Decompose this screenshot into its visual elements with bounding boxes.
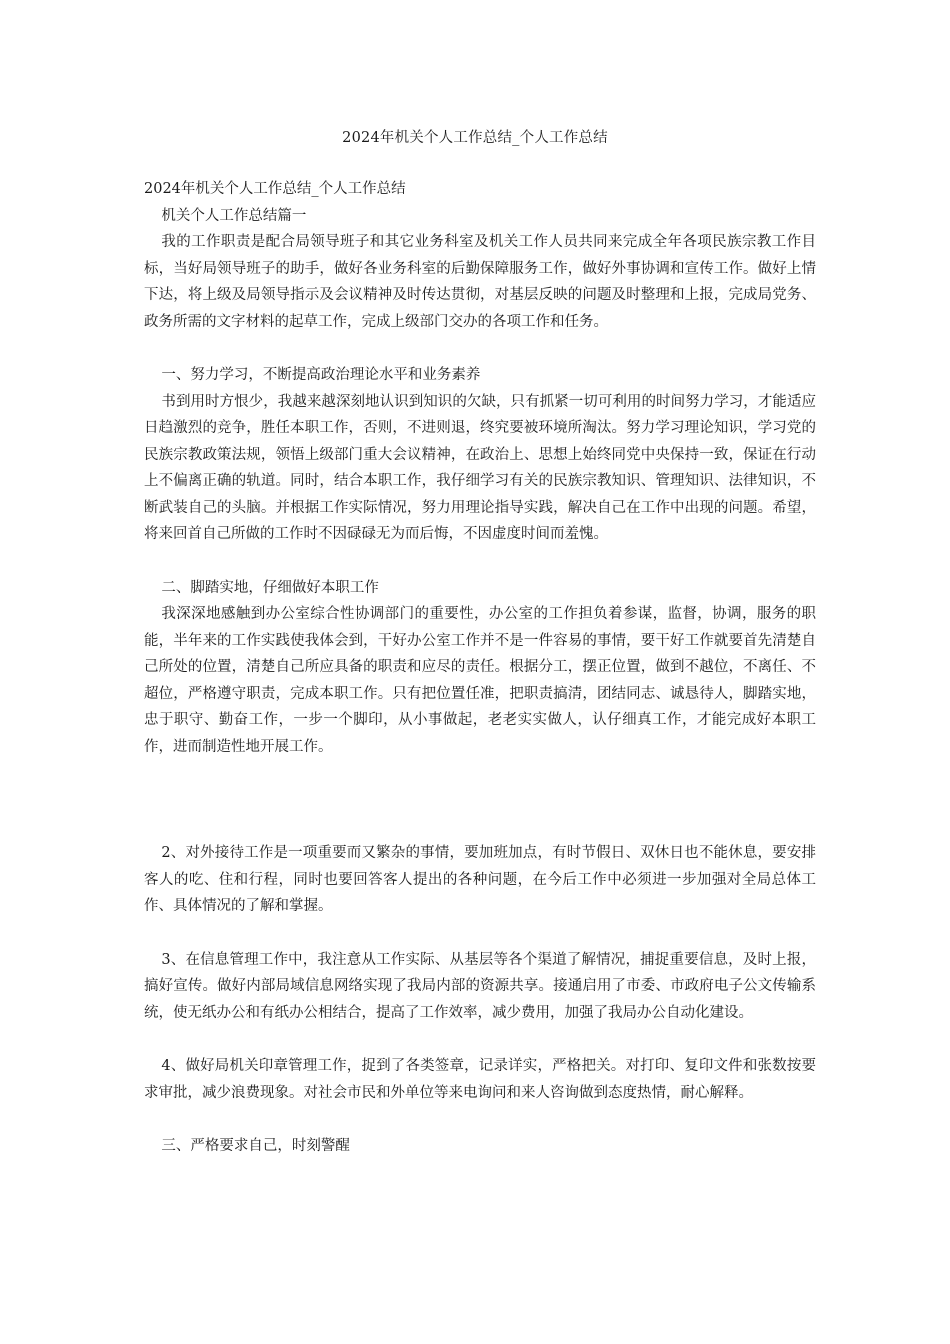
spacer [144,760,816,840]
spacer [144,548,816,575]
spacer [144,920,816,947]
section-1-paragraph: 书到用时方恨少，我越来越深刻地认识到知识的欠缺，只有抓紧一切可利用的时间努力学习，才能适应日趋激烈的竞争，胜任本职工作，否则，不进则退，终究要被环境所淘汰。努力学习理论知识，学习党的民族宗教政策法规，领悟上级部门重大会议精神，在政治上、思想上始终同党中央保持一致，保证在行动上不偏离正确的轨道。同时，结合本职工作，我仔细学习有关的民族宗教知识、管理知识、法律知识，不断武装自己的头脑。并根据工作实际情况，努力用理论指导实践，解决自己在工作中出现的问题。希望，将来回首自己所做的工作时不因碌碌无为而后悔，不因虚度时间而羞愧。 [144,393,816,542]
item-3-paragraph: 3、在信息管理工作中，我注意从工作实际、从基层等各个渠道了解情况，捕捉重要信息，及时上报，搞好宣传。做好内部局域信息网络实现了我局内部的资源共享。接通启用了市委、市政府电子公文传输系统，使无纸办公和有纸办公相结合，提高了工作效率，减少费用，加强了我局办公自动化建设。 [144,951,816,1021]
document-subheading: 机关个人工作总结篇一 [161,207,307,224]
spacer [144,335,816,362]
spacer [144,1026,816,1053]
document-title: 2024年机关个人工作总结_个人工作总结 [342,130,608,146]
item-4-paragraph: 4、做好局机关印章管理工作，捉到了各类签章，记录详实，严格把关。对打印、复印文件和张数按要求审批，减少浪费现象。对社会市民和外单位等来电询问和来人咨询做到态度热情，耐心解释。 [144,1058,816,1101]
document-heading: 2024年机关个人工作总结_个人工作总结 [144,181,406,197]
section-3-title: 三、严格要求自己，时刻警醒 [161,1138,350,1154]
document-body [144,176,816,1160]
item-2-paragraph: 2、对外接待工作是一项重要而又繁杂的事情，要加班加点，有时节假日、双休日也不能休息，要安排客人的吃、住和行程，同时也要回答客人提出的各种问题，在今后工作中必须进一步加强对全局总体工作、具体情况的了解和掌握。 [144,845,816,914]
section-1-title: 一、努力学习，不断提高政治理论水平和业务素养 [161,367,481,383]
section-2-paragraph: 我深深地感触到办公室综合性协调部门的重要性，办公室的工作担负着参谋，监督，协调，服务的职能，半年来的工作实践使我体会到，干好办公室工作并不是一件容易的事情，要干好工作就要首先清楚自己所处的位置，清楚自己所应具备的职责和应尽的责任。根据分工，摆正位置，做到不越位，不离任、不超位，严格遵守职责，完成本职工作。只有把位置任准，把职责搞清，团结同志、诚恳待人，脚踏实地，忠于职守、勤奋工作，一步一个脚印，从小事做起，老老实实做人，认仔细真工作，才能完成好本职工作，进而制造性地开展工作。 [144,606,816,755]
spacer [144,1106,816,1133]
intro-paragraph: 我的工作职责是配合局领导班子和其它业务科室及机关工作人员共同来完成全年各项民族宗教工作目标，当好局领导班子的助手，做好各业务科室的后勤保障服务工作，做好外事协调和宣传工作。做好上情下达，将上级及局领导指示及会议精神及时传达贯彻，对基层反映的问题及时整理和上报，完成局党务、政务所需的文字材料的起草工作，完成上级部门交办的各项工作和任务。 [144,234,816,330]
section-2-title: 二、脚踏实地，仔细做好本职工作 [161,579,379,596]
